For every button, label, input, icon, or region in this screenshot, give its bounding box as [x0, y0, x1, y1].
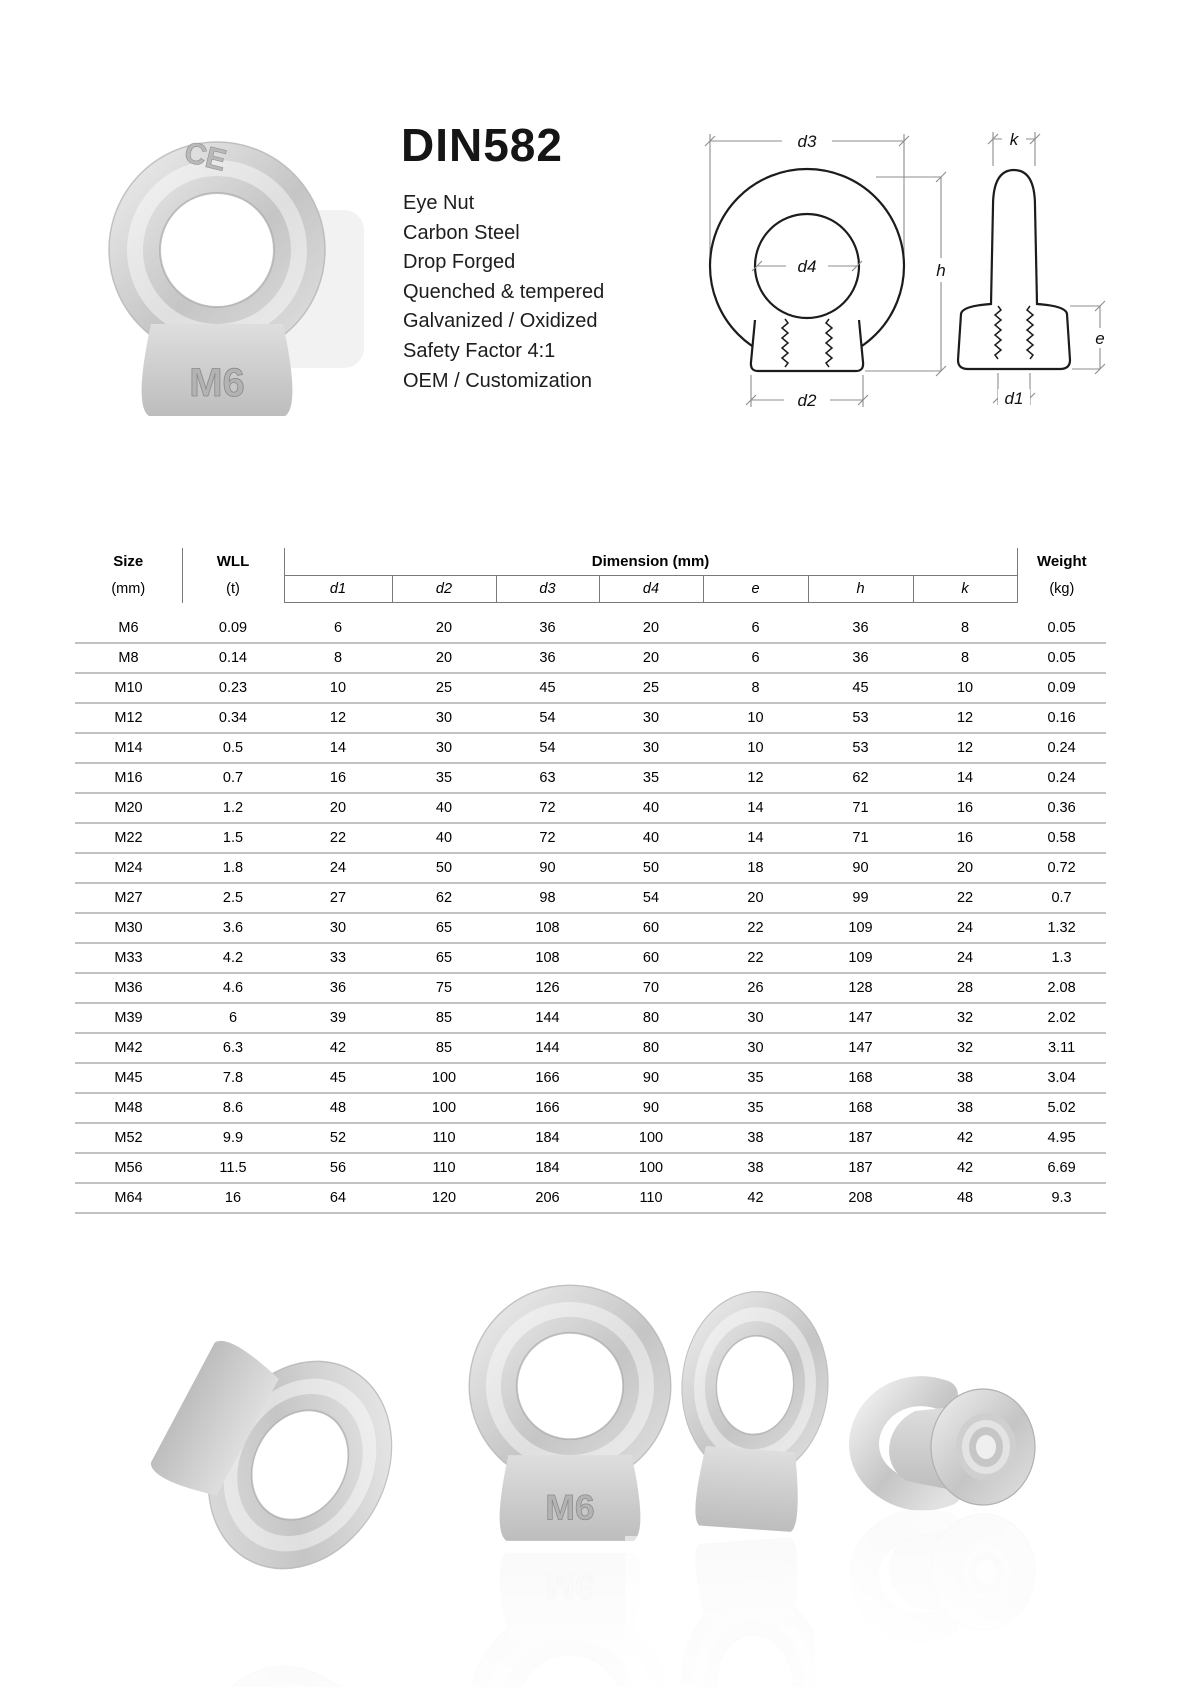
value-cell: 12 [703, 763, 808, 793]
value-cell: 14 [913, 763, 1017, 793]
value-cell: 22 [703, 913, 808, 943]
feature-item: OEM / Customization [403, 369, 592, 392]
value-cell: 110 [392, 1123, 496, 1153]
value-cell: 36 [284, 973, 392, 1003]
value-cell: 0.09 [1017, 673, 1106, 703]
col-header-e: e [703, 576, 808, 603]
value-cell: 90 [808, 853, 913, 883]
value-cell: 108 [496, 913, 599, 943]
value-cell: 71 [808, 823, 913, 853]
feature-item: Drop Forged [403, 251, 516, 274]
dim-label-h: h [936, 261, 946, 280]
value-cell: 0.23 [182, 673, 284, 703]
value-cell: 90 [599, 1093, 703, 1123]
size-cell: M22 [75, 823, 182, 853]
value-cell: 60 [599, 913, 703, 943]
value-cell: 22 [913, 883, 1017, 913]
value-cell: 30 [703, 1003, 808, 1033]
table-row [75, 1003, 1106, 1033]
value-cell: 20 [599, 643, 703, 673]
size-cell: M10 [75, 673, 182, 703]
side-view-drawing [948, 108, 1113, 416]
value-cell: 48 [284, 1093, 392, 1123]
value-cell: 166 [496, 1093, 599, 1123]
value-cell: 147 [808, 1003, 913, 1033]
table-row [75, 1063, 1106, 1093]
value-cell: 5.02 [1017, 1093, 1106, 1123]
value-cell: 120 [392, 1183, 496, 1213]
value-cell: 52 [284, 1123, 392, 1153]
value-cell: 8 [913, 643, 1017, 673]
feature-item: Eye Nut [403, 192, 475, 214]
table-row [75, 793, 1106, 823]
value-cell: 22 [703, 943, 808, 973]
value-cell: 14 [703, 793, 808, 823]
value-cell: 90 [599, 1063, 703, 1093]
value-cell: 110 [392, 1153, 496, 1183]
value-cell: 184 [496, 1153, 599, 1183]
value-cell: 72 [496, 823, 599, 853]
value-cell: 30 [599, 703, 703, 733]
value-cell: 24 [284, 853, 392, 883]
value-cell: 20 [599, 614, 703, 643]
front-view-drawing [648, 108, 950, 416]
size-cell: M27 [75, 883, 182, 913]
value-cell: 3.04 [1017, 1063, 1106, 1093]
value-cell: 70 [599, 973, 703, 1003]
table-row [75, 1093, 1106, 1123]
feature-item: Safety Factor 4:1 [403, 339, 556, 362]
value-cell: 6.69 [1017, 1153, 1106, 1183]
value-cell: 53 [808, 733, 913, 763]
value-cell: 1.8 [182, 853, 284, 883]
value-cell: 54 [496, 733, 599, 763]
value-cell: 187 [808, 1153, 913, 1183]
value-cell: 40 [392, 793, 496, 823]
table-row [75, 703, 1106, 733]
value-cell: 30 [392, 733, 496, 763]
value-cell: 1.32 [1017, 913, 1106, 943]
feature-item: Galvanized / Oxidized [403, 310, 598, 333]
value-cell: 0.58 [1017, 823, 1106, 853]
value-cell: 4.2 [182, 943, 284, 973]
value-cell: 45 [496, 673, 599, 703]
value-cell: 2.08 [1017, 973, 1106, 1003]
value-cell: 26 [703, 973, 808, 1003]
value-cell: 16 [913, 793, 1017, 823]
value-cell: 0.34 [182, 703, 284, 733]
value-cell: 50 [599, 853, 703, 883]
table-row [75, 853, 1106, 883]
value-cell: 35 [392, 763, 496, 793]
value-cell: 12 [913, 733, 1017, 763]
table-row [75, 614, 1106, 643]
value-cell: 1.2 [182, 793, 284, 823]
value-cell: 53 [808, 703, 913, 733]
value-cell: 0.14 [182, 643, 284, 673]
value-cell: 90 [496, 853, 599, 883]
value-cell: 0.05 [1017, 643, 1106, 673]
value-cell: 80 [599, 1003, 703, 1033]
value-cell: 98 [496, 883, 599, 913]
value-cell: 40 [392, 823, 496, 853]
value-cell: 16 [182, 1183, 284, 1213]
col-header-size: Size [113, 553, 144, 571]
value-cell: 7.8 [182, 1063, 284, 1093]
product-photo [72, 100, 372, 405]
col-header-dimension: Dimension (mm) [284, 548, 1017, 576]
size-cell: M12 [75, 703, 182, 733]
value-cell: 3.6 [182, 913, 284, 943]
value-cell: 168 [808, 1093, 913, 1123]
feature-item: Quenched & tempered [403, 280, 605, 303]
size-cell: M33 [75, 943, 182, 973]
value-cell: 208 [808, 1183, 913, 1213]
value-cell: 25 [599, 673, 703, 703]
value-cell: 38 [913, 1063, 1017, 1093]
value-cell: 36 [808, 643, 913, 673]
value-cell: 30 [284, 913, 392, 943]
size-cell: M16 [75, 763, 182, 793]
value-cell: 18 [703, 853, 808, 883]
value-cell: 168 [808, 1063, 913, 1093]
value-cell: 12 [284, 703, 392, 733]
table-row [75, 883, 1106, 913]
value-cell: 6 [182, 1003, 284, 1033]
value-cell: 45 [284, 1063, 392, 1093]
value-cell: 14 [284, 733, 392, 763]
value-cell: 0.09 [182, 614, 284, 643]
value-cell: 16 [284, 763, 392, 793]
value-cell: 100 [599, 1153, 703, 1183]
col-header-d3: d3 [496, 576, 599, 603]
eye-nut-photo [72, 100, 362, 420]
value-cell: 32 [913, 1003, 1017, 1033]
col-header-d1: d1 [284, 576, 392, 603]
value-cell: 28 [913, 973, 1017, 1003]
value-cell: 110 [599, 1183, 703, 1213]
value-cell: 0.7 [182, 763, 284, 793]
dim-label-d1: d1 [1004, 389, 1024, 408]
value-cell: 71 [808, 793, 913, 823]
value-cell: 27 [284, 883, 392, 913]
value-cell: 54 [496, 703, 599, 733]
value-cell: 187 [808, 1123, 913, 1153]
size-cell: M24 [75, 853, 182, 883]
value-cell: 14 [703, 823, 808, 853]
value-cell: 85 [392, 1003, 496, 1033]
table-row [75, 763, 1106, 793]
table-row [75, 973, 1106, 1003]
size-cell: M6 [75, 614, 182, 643]
size-cell: M42 [75, 1033, 182, 1063]
value-cell: 9.3 [1017, 1183, 1106, 1213]
value-cell: 20 [703, 883, 808, 913]
value-cell: 9.9 [182, 1123, 284, 1153]
value-cell: 30 [599, 733, 703, 763]
value-cell: 2.5 [182, 883, 284, 913]
value-cell: 72 [496, 793, 599, 823]
value-cell: 42 [284, 1033, 392, 1063]
col-header-d2: d2 [392, 576, 496, 603]
value-cell: 144 [496, 1003, 599, 1033]
table-row [75, 1033, 1106, 1063]
value-cell: 35 [599, 763, 703, 793]
value-cell: 99 [808, 883, 913, 913]
value-cell: 60 [599, 943, 703, 973]
col-header-wll: WLL [182, 548, 284, 576]
value-cell: 20 [392, 614, 496, 643]
value-cell: 75 [392, 973, 496, 1003]
dim-label-d2: d2 [797, 391, 817, 410]
value-cell: 206 [496, 1183, 599, 1213]
value-cell: 4.95 [1017, 1123, 1106, 1153]
value-cell: 100 [392, 1093, 496, 1123]
table-row [75, 1153, 1106, 1183]
size-cell: M39 [75, 1003, 182, 1033]
value-cell: 20 [913, 853, 1017, 883]
value-cell: 65 [392, 943, 496, 973]
value-cell: 0.5 [182, 733, 284, 763]
value-cell: 8 [284, 643, 392, 673]
value-cell: 38 [703, 1153, 808, 1183]
feature-item: Carbon Steel [403, 221, 520, 244]
col-unit-wll: (t) [182, 576, 284, 603]
photo-ce-marking: CE [181, 135, 230, 178]
value-cell: 0.16 [1017, 703, 1106, 733]
value-cell: 35 [703, 1093, 808, 1123]
value-cell: 6 [284, 614, 392, 643]
value-cell: 42 [913, 1153, 1017, 1183]
value-cell: 38 [913, 1093, 1017, 1123]
value-cell: 11.5 [182, 1153, 284, 1183]
value-cell: 126 [496, 973, 599, 1003]
value-cell: 1.3 [1017, 943, 1106, 973]
value-cell: 20 [392, 643, 496, 673]
value-cell: 22 [284, 823, 392, 853]
size-cell: M48 [75, 1093, 182, 1123]
value-cell: 54 [599, 883, 703, 913]
value-cell: 147 [808, 1033, 913, 1063]
value-cell: 8.6 [182, 1093, 284, 1123]
value-cell: 1.5 [182, 823, 284, 853]
value-cell: 85 [392, 1033, 496, 1063]
value-cell: 65 [392, 913, 496, 943]
value-cell: 0.7 [1017, 883, 1106, 913]
value-cell: 16 [913, 823, 1017, 853]
value-cell: 10 [703, 733, 808, 763]
value-cell: 6.3 [182, 1033, 284, 1063]
value-cell: 166 [496, 1063, 599, 1093]
value-cell: 24 [913, 913, 1017, 943]
size-cell: M20 [75, 793, 182, 823]
dim-label-k: k [1009, 130, 1019, 149]
value-cell: 108 [496, 943, 599, 973]
value-cell: 45 [808, 673, 913, 703]
table-row [75, 943, 1106, 973]
value-cell: 32 [913, 1033, 1017, 1063]
value-cell: 10 [703, 703, 808, 733]
value-cell: 109 [808, 943, 913, 973]
value-cell: 64 [284, 1183, 392, 1213]
value-cell: 39 [284, 1003, 392, 1033]
value-cell: 128 [808, 973, 913, 1003]
value-cell: 36 [808, 614, 913, 643]
value-cell: 42 [913, 1123, 1017, 1153]
value-cell: 12 [913, 703, 1017, 733]
value-cell: 50 [392, 853, 496, 883]
value-cell: 8 [913, 614, 1017, 643]
value-cell: 42 [703, 1183, 808, 1213]
value-cell: 8 [703, 673, 808, 703]
table-body [75, 603, 1106, 1214]
size-cell: M36 [75, 973, 182, 1003]
value-cell: 62 [392, 883, 496, 913]
value-cell: 24 [913, 943, 1017, 973]
photo-m6-marking: M6 [189, 361, 245, 405]
col-header-weight: Weight [1017, 548, 1106, 576]
value-cell: 109 [808, 913, 913, 943]
col-unit-weight: (kg) [1017, 576, 1106, 603]
value-cell: 40 [599, 823, 703, 853]
col-header-k: k [913, 576, 1017, 603]
value-cell: 0.24 [1017, 733, 1106, 763]
size-cell: M64 [75, 1183, 182, 1213]
table-row [75, 1123, 1106, 1153]
value-cell: 35 [703, 1063, 808, 1093]
value-cell: 0.05 [1017, 614, 1106, 643]
value-cell: 48 [913, 1183, 1017, 1213]
value-cell: 100 [392, 1063, 496, 1093]
spec-table [75, 548, 1106, 1214]
value-cell: 2.02 [1017, 1003, 1106, 1033]
value-cell: 25 [392, 673, 496, 703]
value-cell: 80 [599, 1033, 703, 1063]
value-cell: 30 [392, 703, 496, 733]
size-cell: M45 [75, 1063, 182, 1093]
value-cell: 20 [284, 793, 392, 823]
header-gap-row [75, 603, 1106, 615]
value-cell: 30 [703, 1033, 808, 1063]
gallery-photo-side-lying [815, 1307, 1095, 1687]
table-row [75, 733, 1106, 763]
value-cell: 6 [703, 614, 808, 643]
size-cell: M52 [75, 1123, 182, 1153]
value-cell: 62 [808, 763, 913, 793]
size-cell: M14 [75, 733, 182, 763]
table-row [75, 913, 1106, 943]
gallery-m6-marking: M6 [545, 1487, 595, 1528]
table-row [75, 1183, 1106, 1213]
value-cell: 0.24 [1017, 763, 1106, 793]
dim-label-e: e [1095, 329, 1105, 348]
value-cell: 144 [496, 1033, 599, 1063]
page-title: DIN582 [401, 119, 563, 171]
gallery-photo-tilted-lying [150, 1295, 450, 1687]
value-cell: 100 [599, 1123, 703, 1153]
size-cell: M56 [75, 1153, 182, 1183]
col-header-d4: d4 [599, 576, 703, 603]
dim-label-d4: d4 [797, 257, 817, 276]
value-cell: 63 [496, 763, 599, 793]
value-cell: 4.6 [182, 973, 284, 1003]
value-cell: 6 [703, 643, 808, 673]
value-cell: 38 [703, 1123, 808, 1153]
dim-label-d3: d3 [797, 132, 817, 151]
value-cell: 10 [913, 673, 1017, 703]
size-cell: M8 [75, 643, 182, 673]
size-cell: M30 [75, 913, 182, 943]
table-row [75, 823, 1106, 853]
value-cell: 0.36 [1017, 793, 1106, 823]
value-cell: 56 [284, 1153, 392, 1183]
value-cell: 10 [284, 673, 392, 703]
table-row [75, 643, 1106, 673]
value-cell: 36 [496, 614, 599, 643]
value-cell: 36 [496, 643, 599, 673]
value-cell: 40 [599, 793, 703, 823]
table-row [75, 673, 1106, 703]
col-header-h: h [808, 576, 913, 603]
col-unit-size: (mm) [111, 581, 146, 597]
value-cell: 184 [496, 1123, 599, 1153]
value-cell: 3.11 [1017, 1033, 1106, 1063]
value-cell: 0.72 [1017, 853, 1106, 883]
value-cell: 33 [284, 943, 392, 973]
